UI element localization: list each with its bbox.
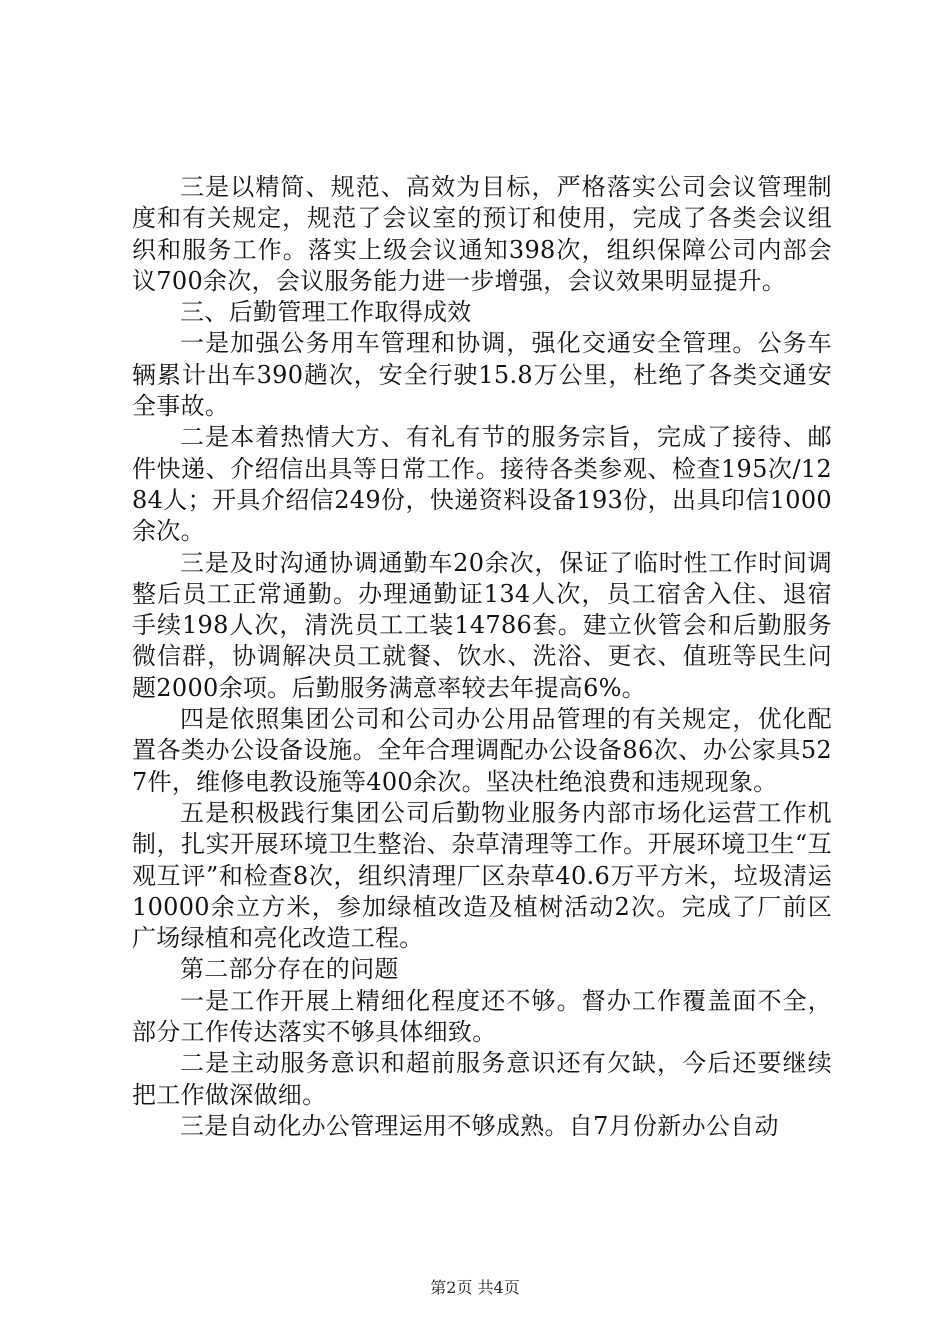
- paragraph-reception: 二是本着热情大方、有礼有节的服务宗旨，完成了接待、邮件快递、介绍信出具等日常工作。接待各类参观、检查195次/1284人；开具介绍信249份，快递资料设备193份，出具印信1000余次。: [132, 423, 832, 546]
- paragraph-problem-1: 一是工作开展上精细化程度还不够。督办工作覆盖面不全，部分工作传达落实不够具体细致。: [132, 986, 832, 1047]
- paragraph-commute: 三是及时沟通协调通勤车20余次，保证了临时性工作时间调整后员工正常通勤。办理通勤证134人次，员工宿舍入住、退宿手续198人次，清洗员工工装14786套。建立伙管会和后勤服务微信群，协调解决员工就餐、饮水、洗浴、更衣、值班等民生问题2000余项。后勤服务满意率较去年提高6%。: [132, 548, 832, 702]
- paragraph-problem-3: 三是自动化办公管理运用不够成熟。自7月份新办公自动: [180, 1111, 779, 1140]
- paragraph-environment: 五是积极践行集团公司后勤物业服务内部市场化运营工作机制，扎实开展环境卫生整治、杂草清理等工作。开展环境卫生“互观互评”和检查8次，组织清理厂区杂草40.6万平方米，垃圾清运10000余立方米，参加绿植改造及植树活动2次。完成了厂前区广场绿植和亮化改造工程。: [132, 798, 832, 953]
- document-body: [132, 172, 832, 1142]
- paragraph-vehicles: 一是加强公务用车管理和协调，强化交通安全管理。公务车辆累计出车390趟次，安全行驶15.8万公里，杜绝了各类交通安全事故。: [132, 329, 832, 421]
- section-heading-logistics: 三、后勤管理工作取得成效: [180, 298, 472, 327]
- paragraph-meetings: 三是以精简、规范、高效为目标，严格落实公司会议管理制度和有关规定，规范了会议室的预订和使用，完成了各类会议组织和服务工作。落实上级会议通知398次，组织保障公司内部会议700余次，会议服务能力进一步增强，会议效果明显提升。: [132, 173, 832, 295]
- paragraph-problem-2: 二是主动服务意识和超前服务意识还有欠缺，今后还要继续把工作做深做细。: [132, 1049, 832, 1109]
- section-heading-problems: 第二部分存在的问题: [180, 955, 399, 984]
- page-number-footer: 第2页 共4页: [430, 1278, 520, 1297]
- paragraph-office-supplies: 四是依照集团公司和公司办公用品管理的有关规定，优化配置各类办公设备设施。全年合理调配办公设备86次、办公家具527件，维修电教设施等400余次。坚决杜绝浪费和违规现象。: [132, 705, 832, 796]
